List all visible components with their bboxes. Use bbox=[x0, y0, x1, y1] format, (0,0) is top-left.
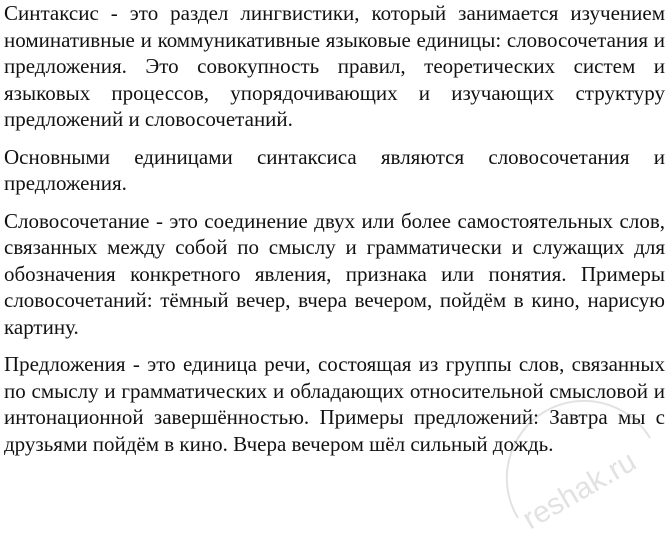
document-body bbox=[4, 0, 665, 468]
paragraph-sentence-definition: Предложения - это единица речи, состоящая из группы слов, связанных по смыслу и грамматических и обладающих относительной смысловой и интонационной завершённостью. Примеры предложений: Завтра мы с друзьями пойдём в кино. Вчера вечером шёл сильный дождь. bbox=[4, 352, 665, 456]
watermark-text: reshak.ru bbox=[517, 444, 642, 536]
paragraph-syntax-units: Основными единицами синтаксиса являются словосочетания и предложения. bbox=[4, 144, 665, 195]
paragraph-syntax-definition: Синтаксис - это раздел лингвистики, который занимается изучением номинативные и коммуникативные языковые единицы: словосочетания и предложения. Это совокупность правил, теоретических систем и языковых процессов, упорядочивающих и изучающих структуру предложений и словосочетаний. bbox=[4, 1, 665, 131]
paragraph-phrase-definition: Словосочетание - это соединение двух или более самостоятельных слов, связанных между собой по смыслу и грамматически и служащих для обозначения конкретного явления, признака или понятия. Примеры словосочетаний: тёмный вечер, вчера вечером, пойдём в кино, нарисую картину. bbox=[4, 208, 665, 339]
